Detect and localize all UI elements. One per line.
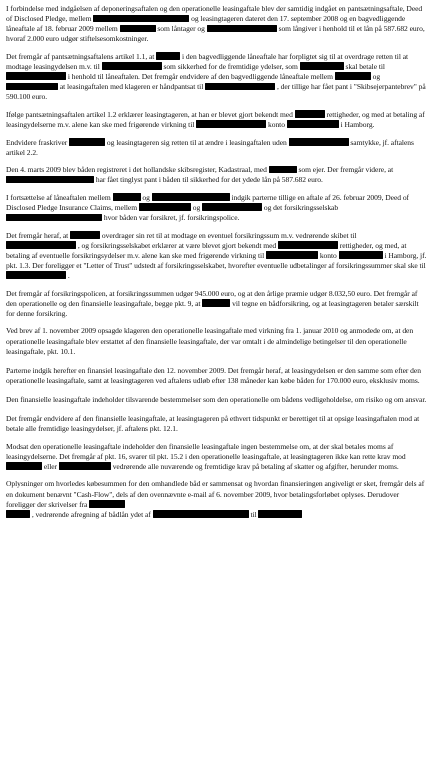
- redaction-block: [269, 166, 297, 174]
- text-segment: og det forsikringsselskab: [263, 203, 339, 212]
- text-segment: Parterne indgik herefter en finansiel leasingaftale den 12. november 2009. Det fremgår heraf, at leasingydelsen er den samme som efter den operationelle leasingaftale, samt at leasingtageren ved aftalens udløb efter 138 måneder kan købe båden for 170.000 euro, eksklusiv moms.: [6, 365, 421, 385]
- paragraph-registration: [6, 165, 428, 185]
- redaction-block: [93, 15, 189, 23]
- redaction-block: [120, 25, 156, 33]
- text-segment: og: [192, 203, 201, 212]
- text-segment: , vedrørende afregning af bådlån ydet af: [31, 509, 151, 519]
- paragraph-insurance-policy: [6, 289, 428, 319]
- redaction-block: [6, 176, 94, 184]
- redaction-block: [6, 271, 66, 279]
- redaction-block: [89, 500, 125, 508]
- text-segment: hvor båden var forsikret, jf. forsikringspolice.: [103, 213, 240, 223]
- text-segment: som långiver i henhold til et lån på 587.682 euro, hvoraf 2.000 euro udgør stiftelsesomkostninger.: [6, 24, 425, 44]
- redaction-block: [6, 214, 102, 222]
- redaction-block: [69, 138, 105, 146]
- redaction-block: [289, 138, 349, 146]
- paragraph-termination-right: [6, 414, 428, 434]
- redaction-block: [335, 72, 371, 80]
- text-segment: I forbindelse med indgåelsen af deponeringsaftalen og den operationelle leasingaftale blev der samtidig indgået en pantsætningsaftale, Deed of Disclosed Pledge, mellem: [6, 4, 423, 24]
- redaction-block: [152, 193, 230, 201]
- paragraph-vat: [6, 442, 428, 472]
- redaction-block: [6, 462, 42, 470]
- redaction-block: [139, 203, 191, 211]
- text-segment: Den finansielle leasingaftale indeholder tilsvarende bestemmelser som den operationelle om bådens vedligeholdelse, om risiko og om ansvar.: [6, 394, 427, 404]
- redaction-block: [6, 83, 58, 91]
- text-segment: Det fremgår heraf, at: [6, 230, 69, 240]
- paragraph-financial-lease: [6, 366, 428, 386]
- text-segment: i Hamborg.: [340, 119, 375, 129]
- text-segment: Det fremgår endvidere af den finansielle leasingaftale, at leasingtageren på ethvert tidspunkt er berettiget til at opsige leasingaftalen mod at betale alle fremtidige leasingydelser, jf. aftalens pkt. 12.1.: [6, 414, 420, 434]
- redaction-block: [6, 241, 76, 249]
- text-segment: indgik parterne tillige en aftale af 26. februar 2009, Deed of Disclosed Pledge Insurance Claims, mellem: [6, 192, 410, 212]
- text-segment: og: [372, 72, 381, 82]
- text-segment: i den bagvedliggende låneaftale har forpligtet sig til at overdrage retten til at modtage leasingydelsen m.v. til: [6, 51, 409, 71]
- text-segment: Den 4. marts 2009 blev båden registreret i det hollandske skibsregister, Kadastraal, med: [6, 165, 267, 175]
- paragraph-maintenance: [6, 395, 428, 405]
- text-segment: skal betale til: [345, 61, 385, 71]
- text-segment: som ejer. Der fremgår videre, at: [298, 165, 394, 175]
- redaction-block: [6, 72, 66, 80]
- text-segment: Det fremgår af forsikringspolicen, at forsikringssummen udgør 945.000 euro, og at den årlige præmie udgør 8.032,50 euro. Det fremgår af den operationelle og den finansielle leasingaftale, begge pkt. 9, at: [6, 288, 418, 308]
- text-segment: Oplysninger om hvorledes købesummen for den omhandlede båd er sammensat og hvordan finansieringen angiveligt er sket, fremgår dels af en dokument benævnt "Cash-Flow", dels af den ovennævnte e-mail af 6. november 2009, hvor betalingsforløbet oplyses. Derudover foreligger der skrivelser fra: [6, 479, 425, 509]
- redaction-block: [258, 510, 302, 518]
- text-segment: som sikkerhed for de fremtidige ydelser, som: [163, 61, 298, 71]
- text-segment: .: [67, 271, 70, 281]
- text-segment: Endvidere fraskriver: [6, 137, 68, 147]
- text-segment: og leasingtageren dateret den 17. september 2008 og en bagvedliggende låneaftale af 18. februar 2009 mellem: [6, 14, 406, 34]
- text-segment: i henhold til låneaftalen. Det fremgår endvidere af den bagvedliggende låneaftale mellem: [67, 72, 333, 82]
- text-segment: rettigheder, og med at betaling af leasingydelserne m.v. alene kan ske med frigørende virkning til: [6, 109, 425, 129]
- text-segment: i Hamborg, jf. pkt. 1.3. Der foreligger et "Letter of Trust" udstedt af forsikringsselskabet, hvorefter eventuelle udbetalinger af forsikringssummer skal ske til: [6, 250, 427, 270]
- redaction-block: [295, 110, 325, 118]
- redaction-block: [287, 120, 339, 128]
- redaction-block: [102, 62, 162, 70]
- text-segment: og: [142, 192, 150, 202]
- text-segment: , og forsikringsselskabet erklærer at være blevet gjort bekendt med: [77, 240, 277, 250]
- redaction-block: [202, 203, 262, 211]
- text-segment: og leasingtageren sig retten til at ændre i leasingaftalen uden: [106, 137, 287, 147]
- paragraph-waiver: [6, 138, 428, 158]
- text-segment: som låntager og: [157, 24, 205, 34]
- redaction-block: [59, 462, 111, 470]
- text-segment: Ved brev af 1. november 2009 opsagde klageren den operationelle leasingaftale med virkning fra 1. januar 2010 og anmodede om, at den operationelle leasingaftale blev erstattet af den finansielle leasingaftale, der var omtalt i de almindelige betingelser til den operationelle leasingaftale, pkt. 10.1.: [6, 326, 414, 356]
- redaction-block: [196, 120, 266, 128]
- text-segment: , der tillige har fået pant i "Skibsejerpantebrev" på 590.100 euro.: [6, 82, 426, 102]
- redaction-block: [156, 52, 180, 60]
- text-segment: konto: [319, 250, 337, 260]
- redaction-block: [70, 231, 100, 239]
- redaction-block: [300, 62, 344, 70]
- text-segment: I fortsættelse af låneaftalen mellem: [6, 192, 111, 202]
- redaction-block: [339, 251, 383, 259]
- text-segment: rettigheder, og med, at betaling af eventuelle forsikringsydelser m.v. alene kan ske med frigørende virkning til: [6, 240, 407, 260]
- text-segment: Det fremgår af pantsætningsaftalens artikel 1.1, at: [6, 51, 155, 61]
- redaction-block: [153, 510, 249, 518]
- text-segment: at leasingaftalen med klageren er håndpantsat til: [59, 82, 204, 92]
- redaction-block: [278, 241, 338, 249]
- text-segment: overdrager sin ret til at modtage en eventuel forsikringssum m.v. vedrørende skibet til: [101, 230, 357, 240]
- redaction-block: [6, 510, 30, 518]
- text-segment: eller: [43, 461, 57, 471]
- paragraph-purchase-price: [6, 479, 428, 519]
- text-segment: vil tegne en bådforsikring, og at leasingtageren betaler særskilt for denne forsikring.: [6, 298, 419, 318]
- paragraph-article-1-1: [6, 52, 428, 102]
- text-segment: vedrørende alle nuværende og fremtidige krav på betaling af skatter og afgifter, herunder moms.: [112, 461, 399, 471]
- text-segment: Ifølge pantsætningsaftalen artikel 1.2 erklærer leasingtageren, at han er blevet gjort bekendt med: [6, 109, 293, 119]
- paragraph-insurance-pledge: [6, 193, 428, 223]
- paragraph-article-1-2: [6, 110, 428, 130]
- paragraph-pledge-agreement: [6, 4, 428, 44]
- paragraph-termination-letter: [6, 326, 428, 356]
- redaction-block: [205, 83, 275, 91]
- paragraph-insurance-transfer: [6, 231, 428, 281]
- redaction-block: [113, 193, 141, 201]
- text-segment: Modsat den operationelle leasingaftale indeholder den finansielle leasingaftale ingen bestemmelse om, at der skal betales moms af leasingydelserne. Det fremgår af pkt. 16, svarer til pkt. 15.2 i den operationelle leasingaftale, at leasingtageren ikke kan rette krav mod: [6, 441, 406, 461]
- text-segment: har fået tinglyst pant i båden til sikkerhed for det ydede lån på 587.682 euro.: [95, 175, 323, 185]
- text-segment: til: [250, 509, 257, 519]
- text-segment: konto: [268, 119, 285, 129]
- text-segment: samtykke, jf. aftalens artikel 2.2.: [6, 137, 414, 157]
- redaction-block: [266, 251, 318, 259]
- redaction-block: [202, 299, 230, 307]
- redaction-block: [207, 25, 277, 33]
